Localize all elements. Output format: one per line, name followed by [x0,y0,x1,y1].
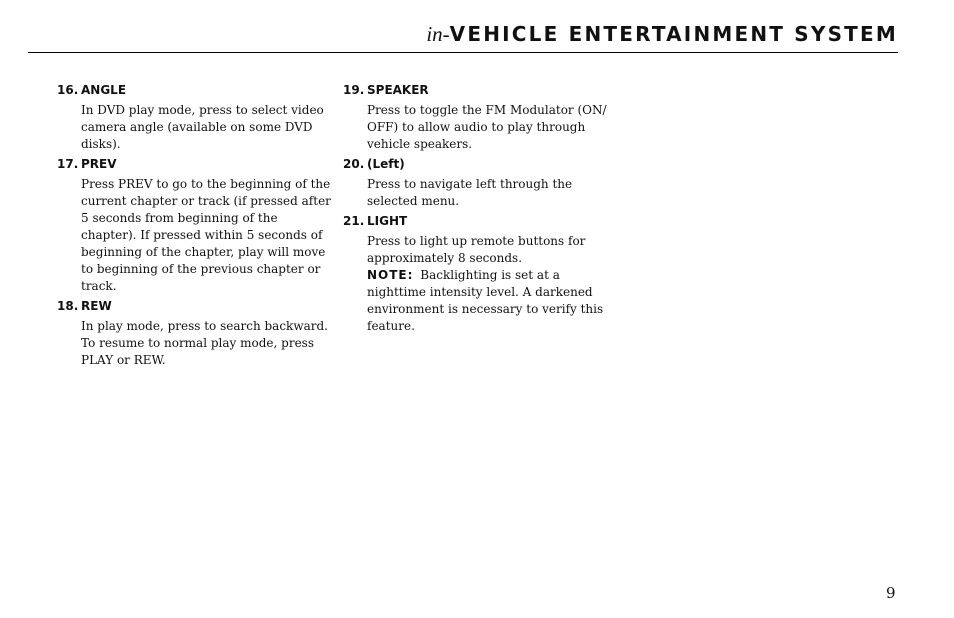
list-item-rew [57,299,332,369]
list-item-speaker [343,83,618,153]
item-heading [343,214,618,229]
right-column [343,83,618,339]
page-number: 9 [886,584,896,602]
item-number: 16. [57,83,79,97]
list-item-light [343,214,618,335]
item-title: LIGHT [367,214,408,228]
item-description: Press to navigate left through the selected menu. [367,177,573,208]
item-heading [57,157,332,172]
item-number: 18. [57,299,79,313]
item-title: (Left) [367,157,405,171]
header-rule [28,52,898,53]
header-title: VEHICLE ENTERTAINMENT SYSTEM [449,22,898,46]
note-label: NOTE: [367,268,414,282]
item-description: Press to light up remote buttons for approximately 8 seconds. [367,234,586,265]
item-heading [343,157,618,172]
list-item-angle [57,83,332,153]
item-description: Press PREV to go to the beginning of the current chapter or track (if pressed after 5 seconds from beginning of the chapter). If pressed within 5 seconds of beginning of the chapter, play will move to beginning of the previous chapter or track. [81,177,331,293]
page-header [0,22,898,52]
item-note [367,267,618,335]
left-column [57,83,332,373]
item-number: 20. [343,157,365,171]
item-heading [343,83,618,98]
list-item-left [343,157,618,210]
item-number: 19. [343,83,365,97]
item-title: ANGLE [81,83,127,97]
item-title: REW [81,299,112,313]
item-heading [57,83,332,98]
item-heading [57,299,332,314]
list-item-prev [57,157,332,295]
item-number: 17. [57,157,79,171]
item-title: SPEAKER [367,83,429,97]
header-prefix: in- [426,22,450,46]
item-title: PREV [81,157,117,171]
note-text: Backlighting is set at a nighttime intensity level. A darkened environment is necessary to verify this feature. [367,268,604,333]
item-description: In play mode, press to search backward. To resume to normal play mode, press PLAY or REW. [81,319,328,367]
item-number: 21. [343,214,365,228]
item-description: Press to toggle the FM Modulator (ON/ OFF) to allow audio to play through vehicle speakers. [367,103,607,151]
item-description-group [367,233,618,335]
item-description: In DVD play mode, press to select video camera angle (available on some DVD disks). [81,103,324,151]
